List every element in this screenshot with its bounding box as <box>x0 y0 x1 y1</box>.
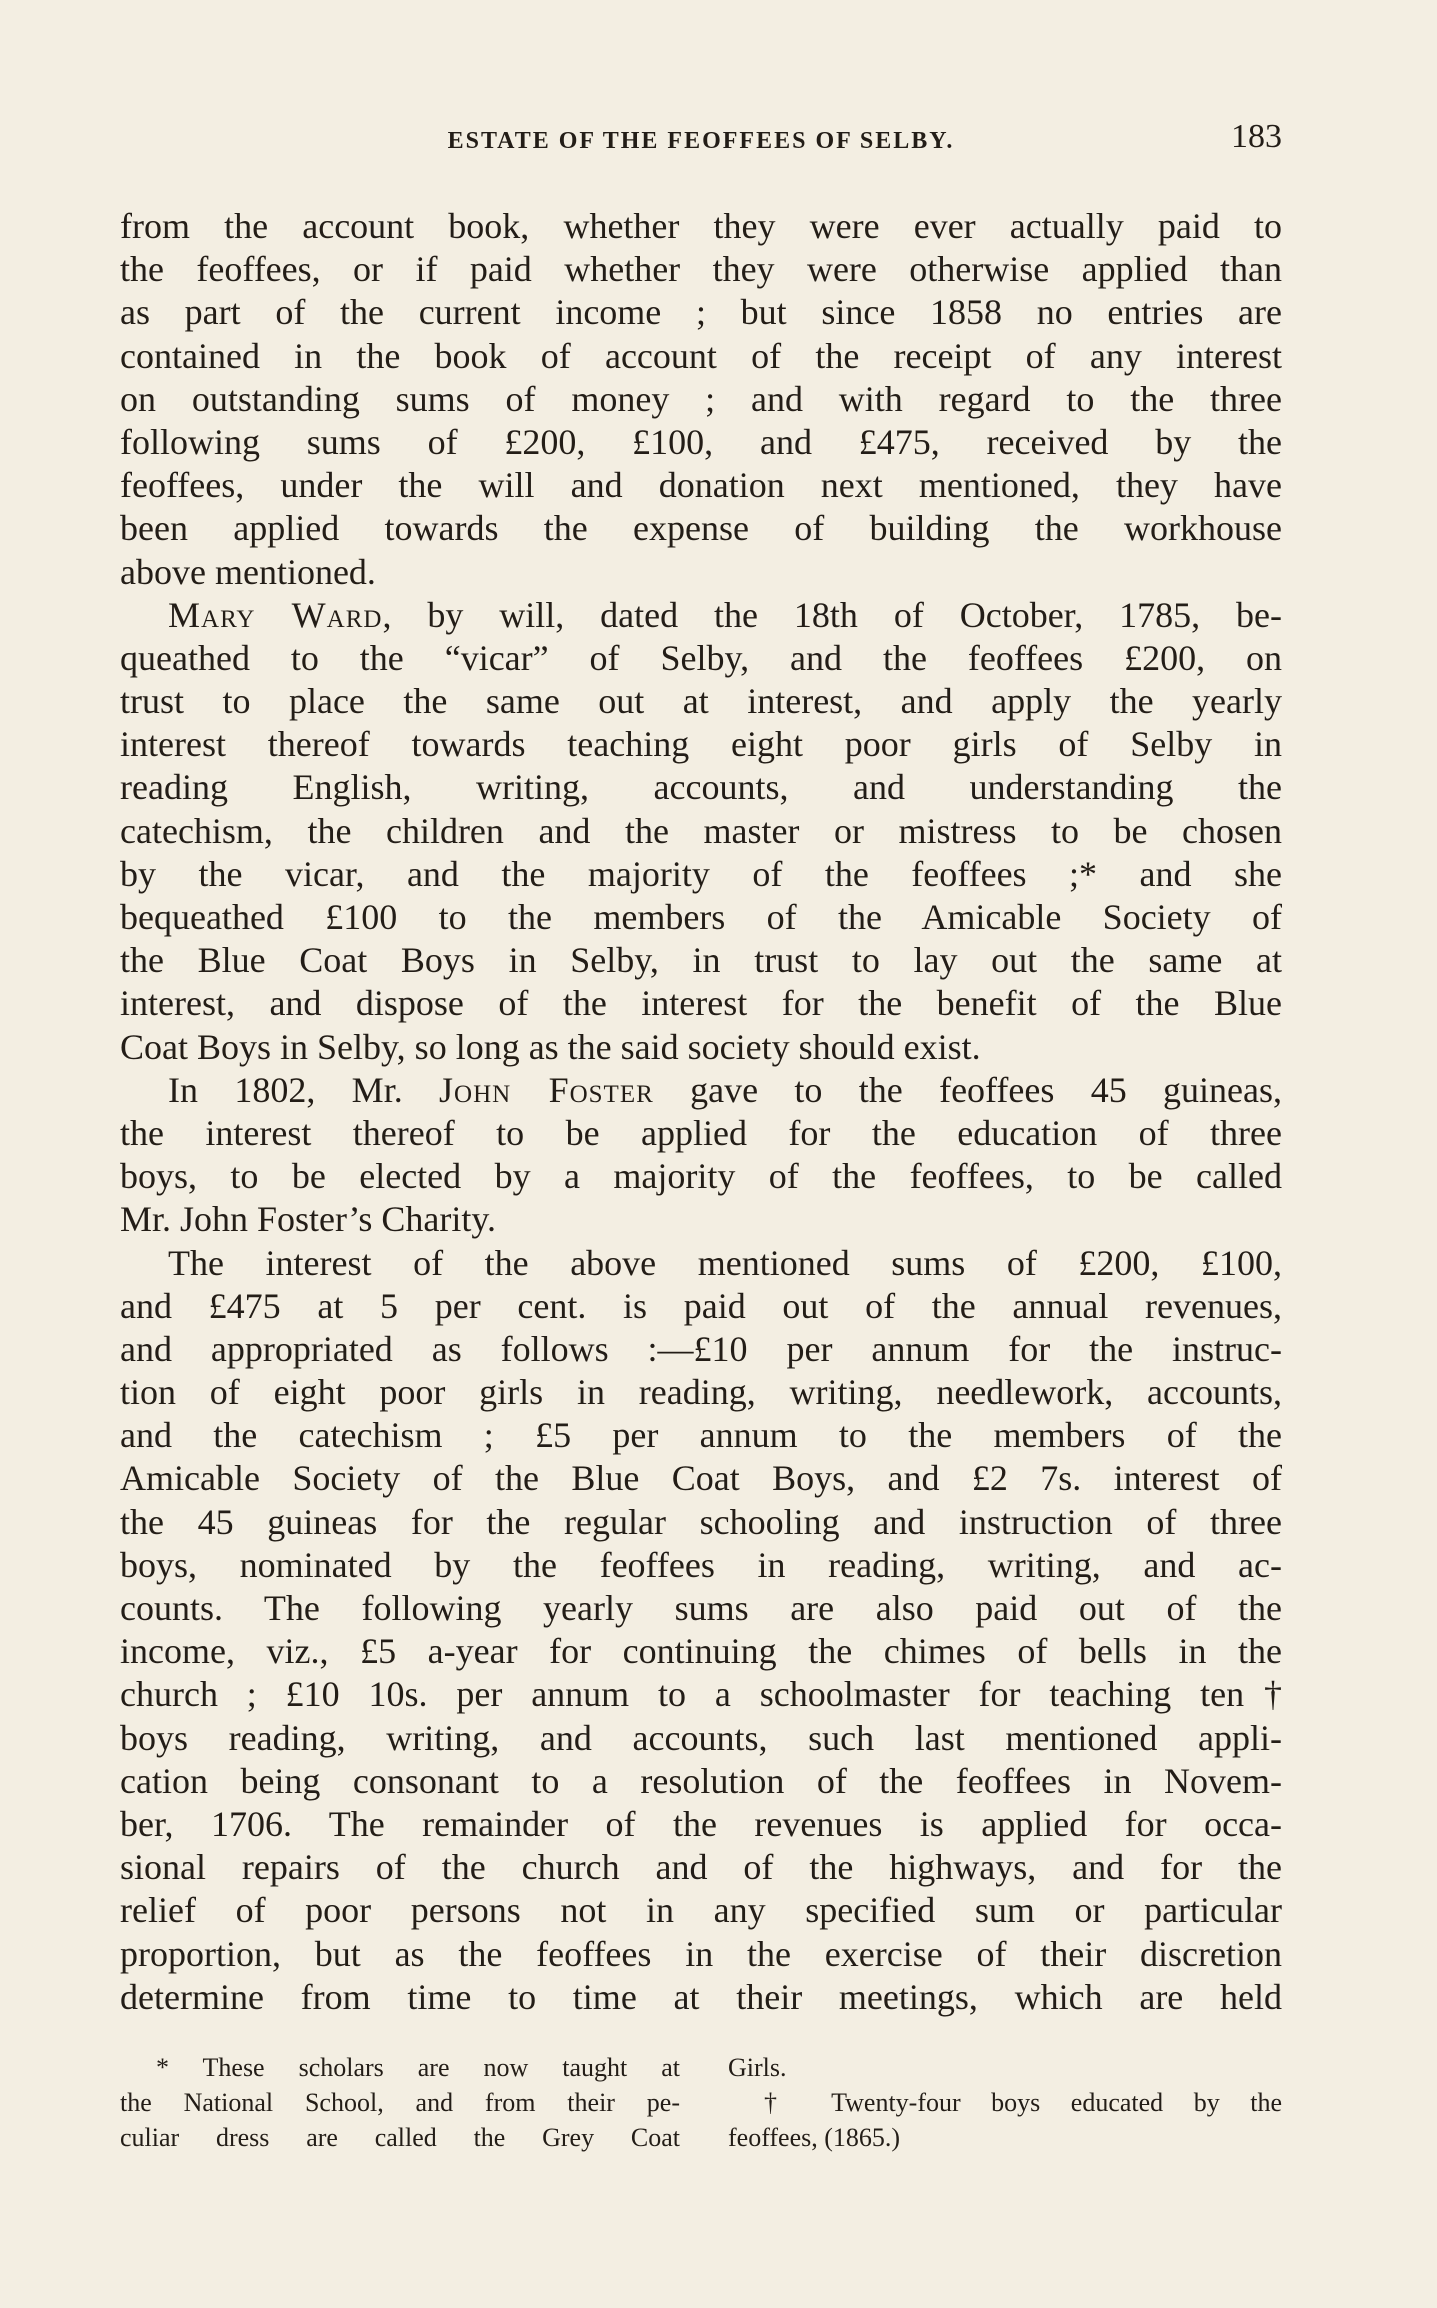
paragraph-interest <box>120 1242 1282 2019</box>
body-text <box>120 205 1282 2019</box>
text-run: , by will, dated the 18th of October, 1785, be- <box>382 594 1282 635</box>
footnote-column-right <box>728 2050 1282 2155</box>
text-line: boys, to be elected by a majority of the feoffees, to be called <box>120 1156 1282 1197</box>
text-line: the interest thereof to be applied for the education of three <box>120 1112 1282 1153</box>
text-line: Coat Boys in Selby, so long as the said society should exist. <box>120 1026 981 1067</box>
text-line: Mr. John Foster’s Charity. <box>120 1199 497 1240</box>
footnote-line: * These scholars are now taught at <box>156 2053 680 2082</box>
text-line: the feoffees, or if paid whether they were otherwise applied than <box>120 249 1282 290</box>
text-line: and £475 at 5 per cent. is paid out of the annual revenues, <box>120 1285 1282 1326</box>
text-line: above mentioned. <box>120 551 376 592</box>
text-line: boys, nominated by the feoffees in reading, writing, and ac- <box>120 1544 1282 1585</box>
text-line: as part of the current income ; but since 1858 no entries are <box>120 292 1282 333</box>
text-line: proportion, but as the feoffees in the exercise of their discretion <box>120 1933 1282 1974</box>
text-line: The interest of the above mentioned sums of £200, £100, <box>168 1242 1282 1283</box>
text-line: the Blue Coat Boys in Selby, in trust to lay out the same at <box>120 940 1282 981</box>
text-line: on outstanding sums of money ; and with regard to the three <box>120 378 1282 419</box>
text-line: income, viz., £5 a-year for continuing the chimes of bells in the <box>120 1631 1282 1672</box>
text-line: cation being consonant to a resolution of the feoffees in Novem- <box>120 1760 1282 1801</box>
text-line <box>120 1069 1282 1112</box>
text-line: ber, 1706. The remainder of the revenues is applied for occa- <box>120 1803 1282 1844</box>
text-line: interest thereof towards teaching eight poor girls of Selby in <box>120 724 1282 765</box>
text-line: queathed to the “vicar” of Selby, and the feoffees £200, on <box>120 637 1282 678</box>
footnote-line: Girls. <box>728 2053 787 2082</box>
paragraph-john-foster <box>120 1069 1282 1242</box>
footnote-column-left <box>120 2050 680 2155</box>
text-run: In 1802, Mr. <box>168 1069 440 1110</box>
text-line: relief of poor persons not in any specified sum or particular <box>120 1890 1282 1931</box>
running-head: ESTATE OF THE FEOFFEES OF SELBY. <box>447 128 955 154</box>
footnote-line: culiar dress are called the Grey Coat <box>120 2123 680 2152</box>
text-line: interest, and dispose of the interest for the benefit of the Blue <box>120 983 1282 1024</box>
text-line: tion of eight poor girls in reading, writing, needlework, accounts, <box>120 1372 1282 1413</box>
person-name: Mary Ward <box>168 594 383 635</box>
text-line: boys reading, writing, and accounts, such last mentioned appli- <box>120 1717 1282 1758</box>
text-line <box>120 594 1282 637</box>
person-name: John Foster <box>439 1069 654 1110</box>
footnote-line: † Twenty-four boys educated by the <box>764 2088 1282 2117</box>
text-line: feoffees, under the will and donation next mentioned, they have <box>120 465 1282 506</box>
page-number: 183 <box>1231 118 1282 155</box>
text-line: by the vicar, and the majority of the feoffees ;* and she <box>120 853 1282 894</box>
text-line: reading English, writing, accounts, and understanding the <box>120 767 1282 808</box>
text-line: bequeathed £100 to the members of the Amicable Society of <box>120 897 1282 937</box>
text-line: been applied towards the expense of building the workhouse <box>120 508 1282 549</box>
page-header <box>120 118 1282 168</box>
text-line: following sums of £200, £100, and £475, received by the <box>120 421 1282 462</box>
text-line: and appropriated as follows :—£10 per annum for the instruc- <box>120 1328 1282 1369</box>
text-line: and the catechism ; £5 per annum to the members of the <box>120 1415 1282 1456</box>
footnote-line: the National School, and from their pe- <box>120 2088 680 2117</box>
text-line: counts. The following yearly sums are also paid out of the <box>120 1588 1282 1628</box>
text-line: Amicable Society of the Blue Coat Boys, and £2 7s. interest of <box>120 1458 1282 1499</box>
text-line: trust to place the same out at interest, and apply the yearly <box>120 681 1282 722</box>
footnote-line: feoffees, (1865.) <box>728 2123 901 2152</box>
text-line: church ; £10 10s. per annum to a schoolmaster for teaching ten† <box>120 1674 1282 1715</box>
text-line: determine from time to time at their meetings, which are held <box>120 1976 1282 2017</box>
text-line: contained in the book of account of the receipt of any interest <box>120 335 1282 376</box>
text-line: the 45 guineas for the regular schooling and instruction of three <box>120 1501 1282 1542</box>
text-line: catechism, the children and the master or mistress to be chosen <box>120 810 1282 851</box>
paragraph-continuation <box>120 205 1282 594</box>
text-run: gave to the feoffees 45 guineas, <box>653 1069 1282 1110</box>
paragraph-mary-ward <box>120 594 1282 1069</box>
text-line: sional repairs of the church and of the highways, and for the <box>120 1847 1282 1888</box>
text-line: from the account book, whether they were ever actually paid to <box>120 206 1282 246</box>
